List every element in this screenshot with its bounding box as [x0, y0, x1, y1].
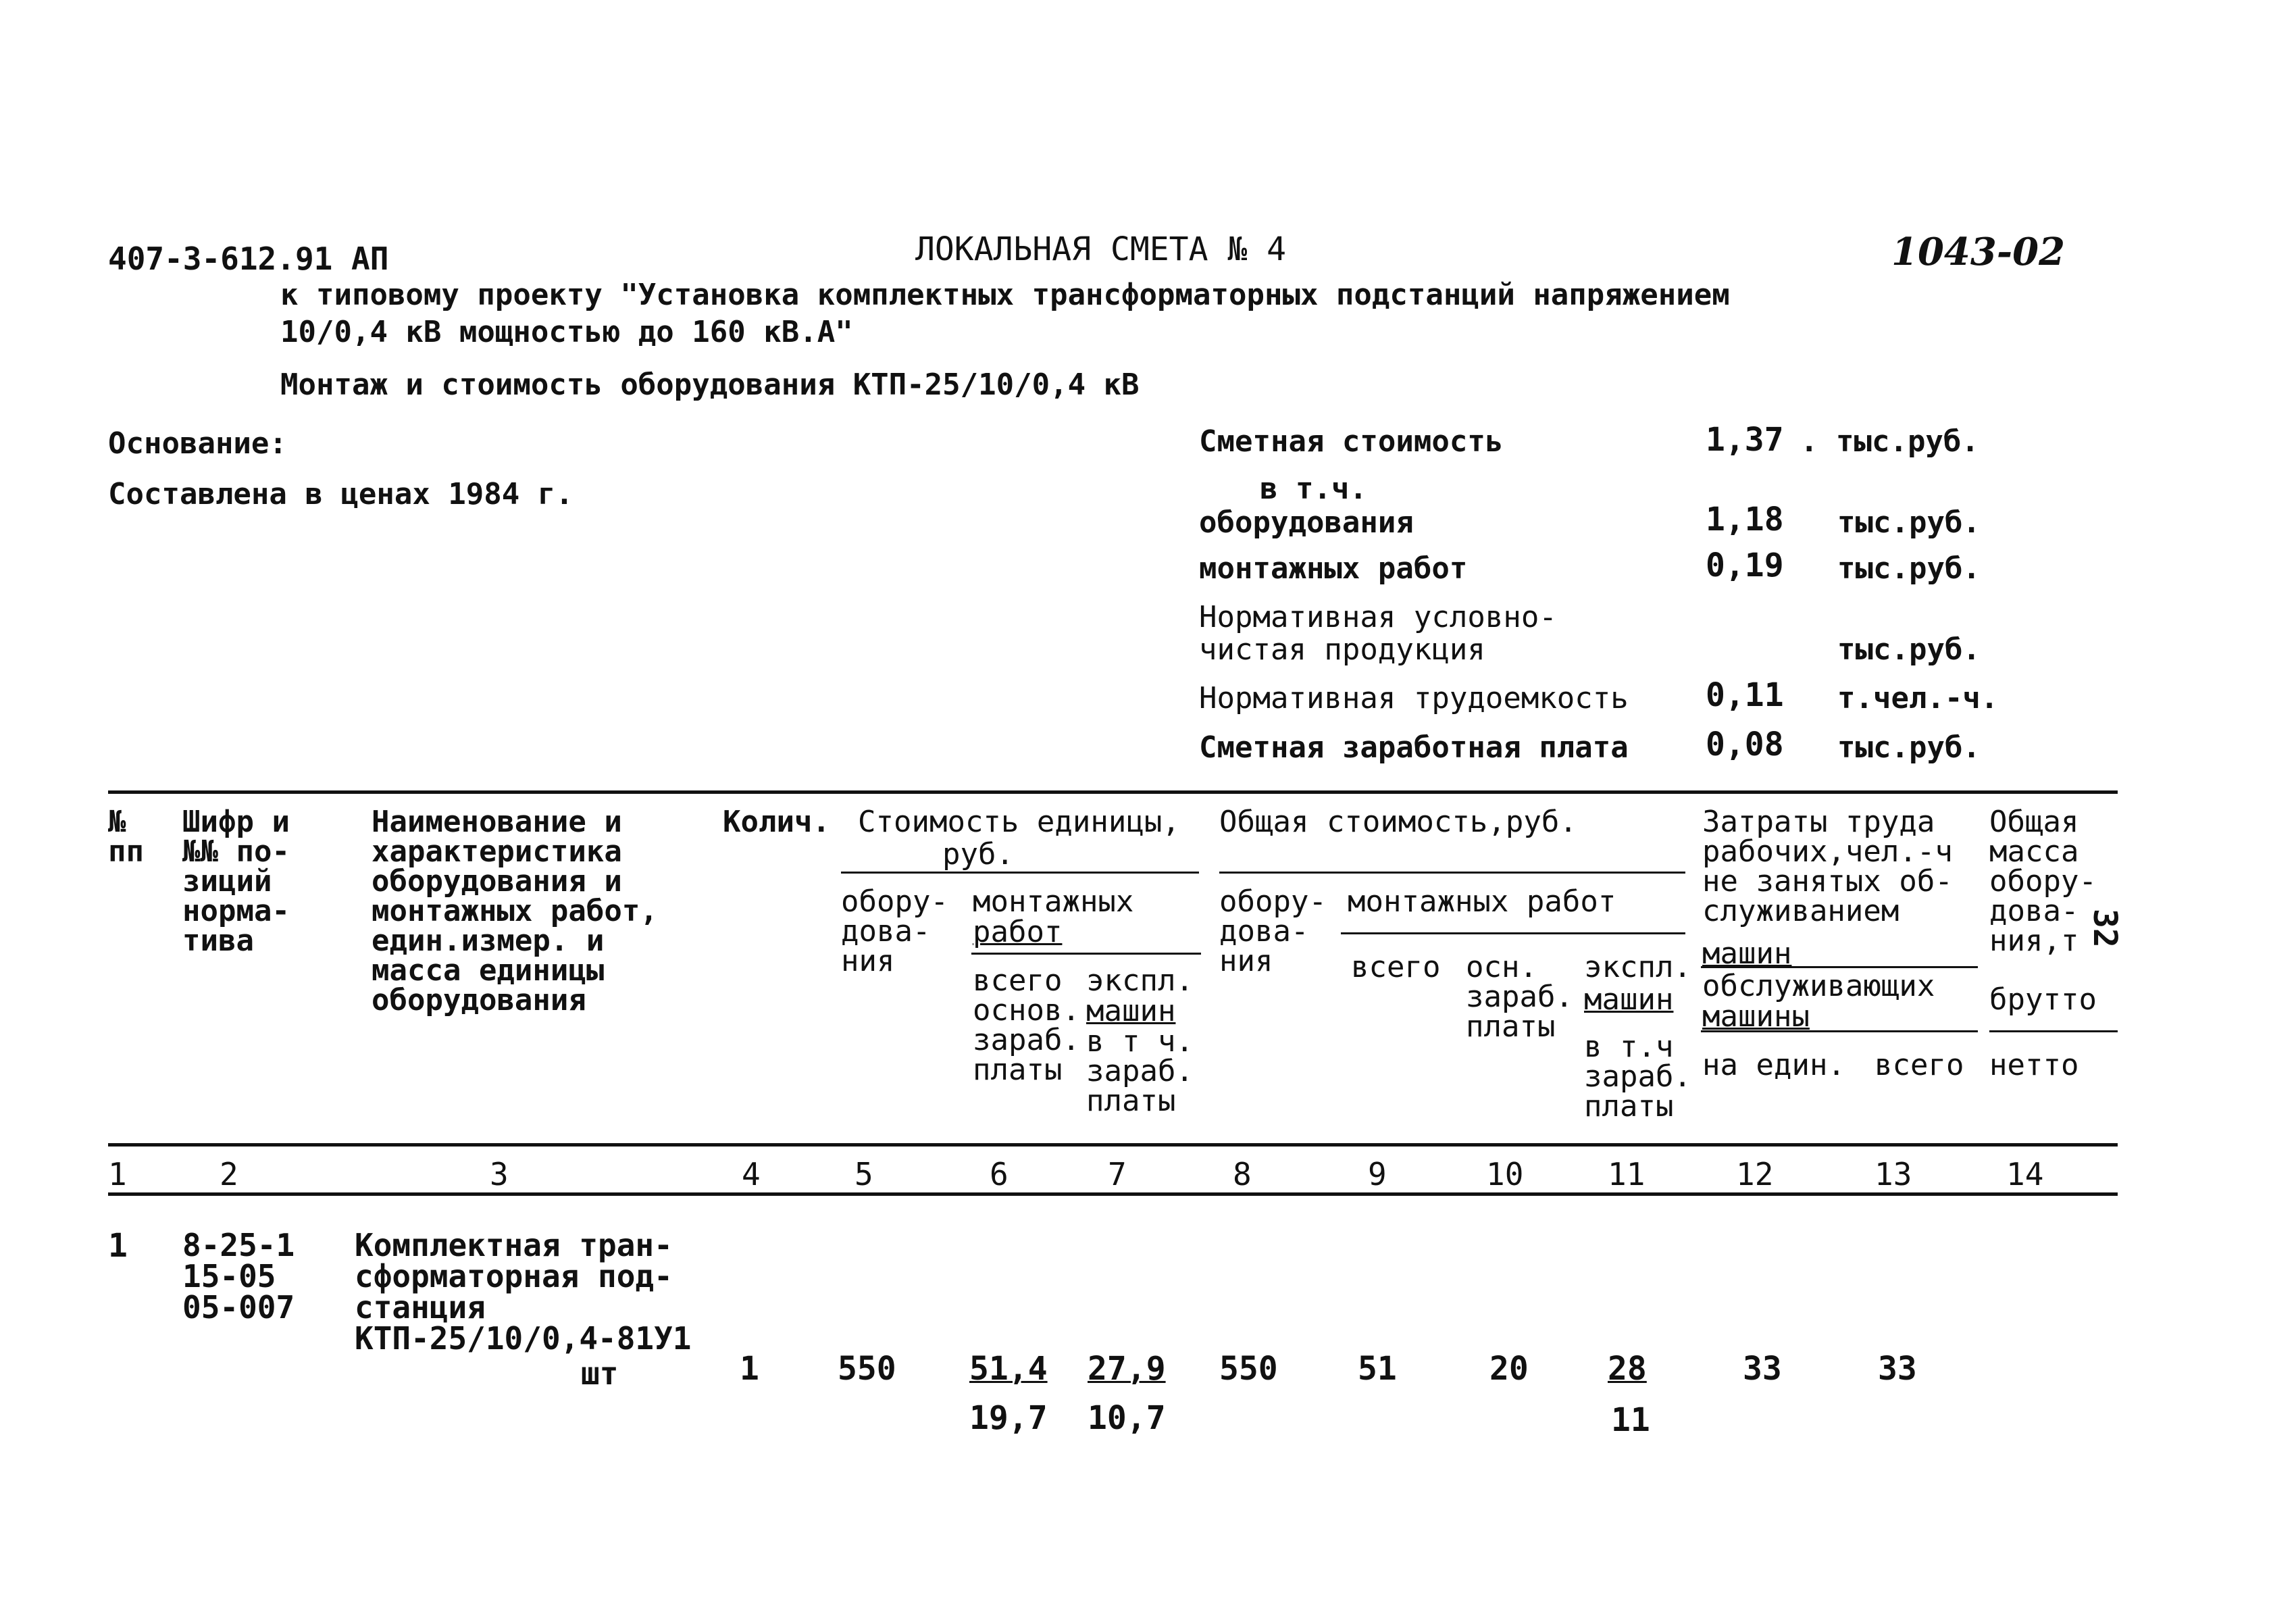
- col-header-labor: Затраты труда рабочих,чел.-ч не занятых об- служиванием: [1702, 805, 1953, 928]
- col-number: 8: [1233, 1156, 1252, 1192]
- col-number: 9: [1368, 1156, 1387, 1192]
- col-header-name: Наименование и характеристика оборудования и монтажных работ, един.измер. и масса единицы оборудования: [372, 805, 658, 1017]
- row-c10: 20: [1489, 1350, 1529, 1388]
- col-header-equipment: обору- дова- ния: [841, 884, 948, 978]
- prices-note: Составлена в ценах 1984 г.: [108, 477, 573, 511]
- subtitle-line-1: к типовому проекту "Установка комплектных трансформаторных подстанций напряжением: [280, 278, 1730, 312]
- col-header-c11-wages: в т.ч зараб. платы: [1584, 1030, 1691, 1124]
- col-header-code: Шифр и №№ по- зиций норма- тива: [182, 805, 290, 958]
- col-header-c11-machines: машин: [1584, 982, 1674, 1017]
- col-number: 6: [990, 1156, 1009, 1192]
- page-number: 32: [2086, 909, 2124, 948]
- summary-label: оборудования: [1199, 505, 1414, 540]
- summary-unit: т.чел.-ч.: [1837, 681, 1999, 715]
- col-header-c12: на един.: [1702, 1048, 1845, 1082]
- summary-unit: тыс.руб.: [1837, 632, 1981, 667]
- document-code: 407-3-612.91 АП: [108, 241, 389, 277]
- col-header-unit-cost: Стоимость единицы,: [858, 805, 1180, 839]
- summary-unit: тыс.руб.: [1837, 505, 1981, 540]
- col-header-c7-machines: машин: [1086, 994, 1176, 1028]
- summary-label: монтажных работ: [1199, 551, 1468, 586]
- row-c5: 550: [838, 1350, 896, 1388]
- row-c7-wages: 10,7: [1088, 1399, 1166, 1437]
- basis-label: Основание:: [108, 426, 287, 461]
- col-number: 14: [2006, 1156, 2044, 1192]
- document-title: ЛОКАЛЬНАЯ СМЕТА № 4: [915, 230, 1287, 268]
- col-header-brutto: брутто: [1989, 982, 2097, 1017]
- col-number: 7: [1108, 1156, 1127, 1192]
- col-header-total-cost: Общая стоимость,руб.: [1219, 805, 1577, 839]
- total-cost-rule: [1219, 872, 1685, 874]
- col-header-c7-wages: в т ч. зараб. платы: [1086, 1024, 1194, 1118]
- col-number: 4: [742, 1156, 761, 1192]
- col-number: 1: [108, 1156, 127, 1192]
- row-c13: 33: [1878, 1350, 1917, 1388]
- total-montage-rule: [1341, 932, 1685, 934]
- row-c7: 27,9: [1088, 1350, 1166, 1388]
- summary-label: чистая продукция: [1199, 632, 1485, 667]
- col-header-total-equipment: обору- дова- ния: [1219, 884, 1327, 978]
- col-header-netto: нетто: [1989, 1048, 2079, 1082]
- col-header-c13: всего: [1874, 1048, 1964, 1082]
- col-number: 12: [1736, 1156, 1774, 1192]
- col-header-labor-servicing: обслуживающих: [1702, 969, 1935, 1003]
- col-header-montage: монтажных: [973, 884, 1134, 919]
- summary-value: 1,18: [1706, 501, 1784, 538]
- col-header-c6: всего основ. зараб. платы: [973, 963, 1080, 1087]
- row-name: Комплектная тран- сформаторная под- станция КТП-25/10/0,4-81У1: [355, 1227, 692, 1357]
- summary-label: Сметная стоимость: [1199, 424, 1504, 459]
- col-header-total-montage: монтажных работ: [1348, 884, 1616, 919]
- subtitle-line-2: 10/0,4 кВ мощностью до 160 кВ.А": [280, 315, 853, 349]
- row-unit: шт: [581, 1355, 619, 1392]
- row-c11-wages: 11: [1611, 1401, 1650, 1439]
- subtitle-line-3: Монтаж и стоимость оборудования КТП-25/10/0,4 кВ: [280, 368, 1140, 402]
- row-code: 8-25-1 15-05 05-007: [182, 1227, 295, 1326]
- row-qty: 1: [740, 1350, 759, 1388]
- row-num: 1: [108, 1227, 128, 1265]
- col-number: 13: [1874, 1156, 1912, 1192]
- col-number: 2: [220, 1156, 238, 1192]
- summary-value: 0,08: [1706, 726, 1784, 763]
- col-header-c9: всего: [1351, 950, 1441, 984]
- table-top-rule: [108, 790, 2118, 794]
- col-header-labor-machine: машины: [1702, 999, 1810, 1034]
- col-header-unit-cost-rub: руб.: [942, 837, 1014, 872]
- col-header-c7-expl: экспл.: [1086, 963, 1194, 998]
- summary-unit: тыс.руб.: [1837, 730, 1981, 765]
- col-number: 10: [1486, 1156, 1524, 1192]
- row-c11: 28: [1608, 1350, 1647, 1388]
- summary-label: Сметная заработная плата: [1199, 730, 1629, 765]
- summary-value: 0,11: [1706, 676, 1784, 714]
- summary-unit: тыс.руб.: [1837, 551, 1981, 586]
- summary-value: 0,19: [1706, 547, 1784, 584]
- col-header-c11-expl: экспл.: [1584, 950, 1691, 984]
- col-header-qty: Колич.: [723, 805, 830, 839]
- row-c8: 550: [1219, 1350, 1278, 1388]
- handwritten-number: 1043-02: [1891, 230, 2066, 274]
- row-c12: 33: [1743, 1350, 1782, 1388]
- col-header-labor-machines: машин: [1702, 936, 1792, 971]
- col-number: 11: [1608, 1156, 1646, 1192]
- montage-rule: [971, 953, 1201, 955]
- unit-cost-rule: [841, 872, 1199, 874]
- row-c6-wages: 19,7: [969, 1399, 1048, 1437]
- row-c9: 51: [1358, 1350, 1397, 1388]
- col-header-c10: осн. зараб. платы: [1466, 950, 1573, 1044]
- col-header-mass: Общая масса обору- дова- ния,т: [1989, 805, 2097, 958]
- summary-label: Нормативная условно-: [1199, 600, 1557, 634]
- summary-unit: . тыс.руб.: [1800, 424, 1979, 459]
- col-header-montage-works: работ: [973, 915, 1063, 949]
- summary-label: в т.ч.: [1260, 472, 1367, 506]
- col-number: 5: [854, 1156, 873, 1192]
- col-header-num: № пп: [108, 805, 144, 869]
- row-c6: 51,4: [969, 1350, 1048, 1388]
- mass-rule: [1989, 1030, 2118, 1032]
- col-number: 3: [490, 1156, 509, 1192]
- column-number-rule: [108, 1192, 2118, 1196]
- summary-label: Нормативная трудоемкость: [1199, 681, 1629, 715]
- header-bottom-rule: [108, 1143, 2118, 1147]
- summary-value: 1,37: [1706, 421, 1784, 459]
